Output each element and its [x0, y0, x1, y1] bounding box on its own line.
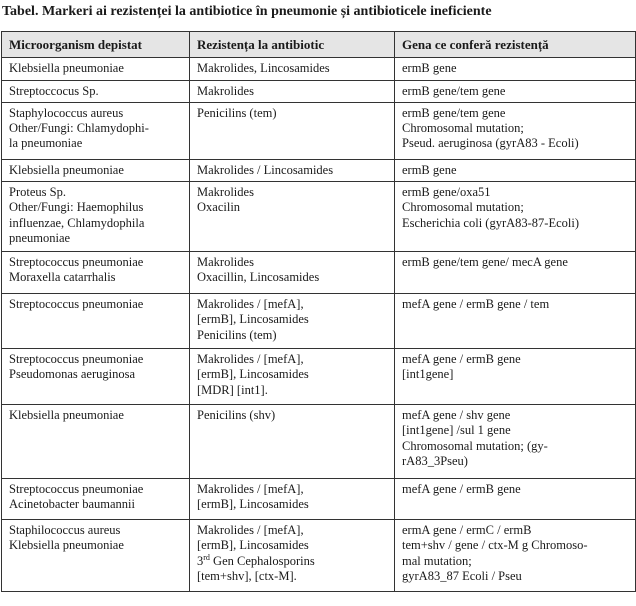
table-row	[2, 252, 636, 294]
cell-line: Oxacillin, Lincosamides	[197, 270, 320, 285]
resistance-cell	[190, 252, 395, 294]
cell-line: 3rd Gen Cephalosporins	[197, 552, 315, 568]
resistance-cell	[190, 80, 395, 102]
gene-cell	[395, 405, 636, 479]
cell-line: ermB gene	[402, 162, 457, 177]
cell-line: Makrolides / [mefA],	[197, 352, 304, 367]
gene-cell	[395, 252, 636, 294]
cell-line: ermB gene/tem gene	[402, 105, 506, 120]
cell-line: mefA gene / ermB gene	[402, 482, 521, 497]
cell-line: [int1gene] /sul 1 gene	[402, 423, 511, 438]
cell-line: ermB gene	[402, 61, 457, 76]
resistance-cell	[190, 405, 395, 479]
cell-line: la pneumoniae	[9, 136, 83, 151]
cell-line: Makrolides / Lincosamides	[197, 162, 334, 177]
cell-line: mefA gene / shv gene	[402, 408, 511, 423]
cell-line: Klebsiella pneumoniae	[9, 538, 124, 553]
table-caption: Tabel. Markeri ai rezistenței la antibiotice în pneumonie și antibioticele ineficiente	[2, 4, 492, 19]
header-gene: Gena ce conferă rezistență	[395, 32, 636, 58]
cell-line: mefA gene / ermB gene	[402, 352, 521, 367]
gene-cell	[395, 80, 636, 102]
resistance-cell	[190, 102, 395, 159]
cell-line: mefA gene / ermB gene / tem	[402, 297, 550, 312]
table-row	[2, 479, 636, 520]
organism-cell	[2, 252, 190, 294]
cell-line: [ermB], Lincosamides	[197, 538, 309, 553]
cell-line: ermB gene/tem gene	[402, 83, 506, 98]
cell-line: Escherichia coli (gyrA83-87-Ecoli)	[402, 215, 580, 230]
table-row	[2, 182, 636, 252]
cell-line: rA83_3Pseu)	[402, 454, 468, 469]
cell-line: Staphilococcus aureus	[9, 523, 121, 538]
cell-line: Moraxella catarrhalis	[9, 270, 116, 285]
cell-line: Streptoccocus Sp.	[9, 83, 99, 98]
cell-line: pneumoniae	[9, 231, 71, 246]
header-resistance: Rezistența la antibiotic	[190, 32, 395, 58]
organism-cell	[2, 520, 190, 592]
organism-cell	[2, 479, 190, 520]
cell-line: Makrolides / [mefA],	[197, 297, 304, 312]
gene-cell	[395, 520, 636, 592]
organism-cell	[2, 405, 190, 479]
table-row	[2, 349, 636, 405]
cell-line: Oxacilin	[197, 200, 241, 215]
header-organism: Microorganism depistat	[2, 32, 190, 58]
cell-line: Makrolides, Lincosamides	[197, 61, 330, 76]
cell-line: Streptococcus pneumoniae	[9, 352, 144, 367]
cell-line: Acinetobacter baumannii	[9, 497, 135, 512]
resistance-cell	[190, 479, 395, 520]
cell-line: Penicilins (tem)	[197, 105, 277, 120]
cell-line: Pseudomonas aeruginosa	[9, 367, 136, 382]
cell-line: ermB gene/tem gene/ mecA gene	[402, 255, 568, 270]
organism-cell	[2, 349, 190, 405]
cell-line: Chromosomal mutation; (gy-	[402, 438, 548, 453]
cell-line: Klebsiella pneumoniae	[9, 61, 124, 76]
resistance-cell	[190, 520, 395, 592]
cell-line: Makrolides	[197, 255, 254, 270]
cell-line: [tem+shv], [ctx-M].	[197, 569, 297, 584]
cell-line: [ermB], Lincosamides	[197, 312, 309, 327]
organism-cell	[2, 102, 190, 159]
table-row	[2, 58, 636, 80]
cell-line: Pseud. aeruginosa (gyrA83 - Ecoli)	[402, 136, 579, 151]
cell-line: Makrolides / [mefA],	[197, 523, 304, 538]
table-row	[2, 294, 636, 349]
cell-line: [MDR] [int1].	[197, 382, 268, 397]
table-row	[2, 520, 636, 592]
table-row	[2, 405, 636, 479]
cell-line: mal mutation;	[402, 553, 472, 568]
gene-cell	[395, 349, 636, 405]
cell-line: Klebsiella pneumoniae	[9, 162, 124, 177]
cell-line: [ermB], Lincosamides	[197, 367, 309, 382]
resistance-table	[1, 31, 636, 592]
cell-line: ermA gene / ermC / ermB	[402, 523, 532, 538]
resistance-cell	[190, 182, 395, 252]
cell-line: Other/Fungi: Chlamydophi-	[9, 121, 149, 136]
table-row	[2, 102, 636, 159]
organism-cell	[2, 159, 190, 181]
cell-line: Penicilins (tem)	[197, 327, 277, 342]
organism-cell	[2, 80, 190, 102]
resistance-cell	[190, 159, 395, 181]
cell-line: Proteus Sp.	[9, 185, 66, 200]
organism-cell	[2, 58, 190, 80]
cell-line: ermB gene/oxa51	[402, 185, 491, 200]
gene-cell	[395, 182, 636, 252]
cell-line: Streptococcus pneumoniae	[9, 255, 144, 270]
cell-line: Streptococcus pneumoniae	[9, 297, 144, 312]
cell-line: influenzae, Chlamydophila	[9, 215, 145, 230]
table-row	[2, 159, 636, 181]
cell-line: [ermB], Lincosamides	[197, 497, 309, 512]
cell-line: Staphylococcus aureus	[9, 105, 124, 120]
cell-line: Makrolides / [mefA],	[197, 482, 304, 497]
organism-cell	[2, 294, 190, 349]
cell-line: Makrolides	[197, 83, 254, 98]
cell-line: [int1gene]	[402, 367, 454, 382]
cell-line: Penicilins (shv)	[197, 408, 276, 423]
gene-cell	[395, 102, 636, 159]
resistance-cell	[190, 349, 395, 405]
resistance-cell	[190, 58, 395, 80]
cell-line: Makrolides	[197, 185, 254, 200]
gene-cell	[395, 294, 636, 349]
cell-line: gyrA83_87 Ecoli / Pseu	[402, 569, 522, 584]
gene-cell	[395, 479, 636, 520]
header-row	[2, 32, 636, 58]
resistance-cell	[190, 294, 395, 349]
table-row	[2, 80, 636, 102]
organism-cell	[2, 182, 190, 252]
gene-cell	[395, 159, 636, 181]
cell-line: Streptococcus pneumoniae	[9, 482, 144, 497]
cell-line: Chromosomal mutation;	[402, 200, 524, 215]
cell-line: tem+shv / gene / ctx-M g Chromoso-	[402, 538, 588, 553]
cell-line: Chromosomal mutation;	[402, 121, 524, 136]
gene-cell	[395, 58, 636, 80]
cell-line: Other/Fungi: Haemophilus	[9, 200, 144, 215]
cell-line: Klebsiella pneumoniae	[9, 408, 124, 423]
